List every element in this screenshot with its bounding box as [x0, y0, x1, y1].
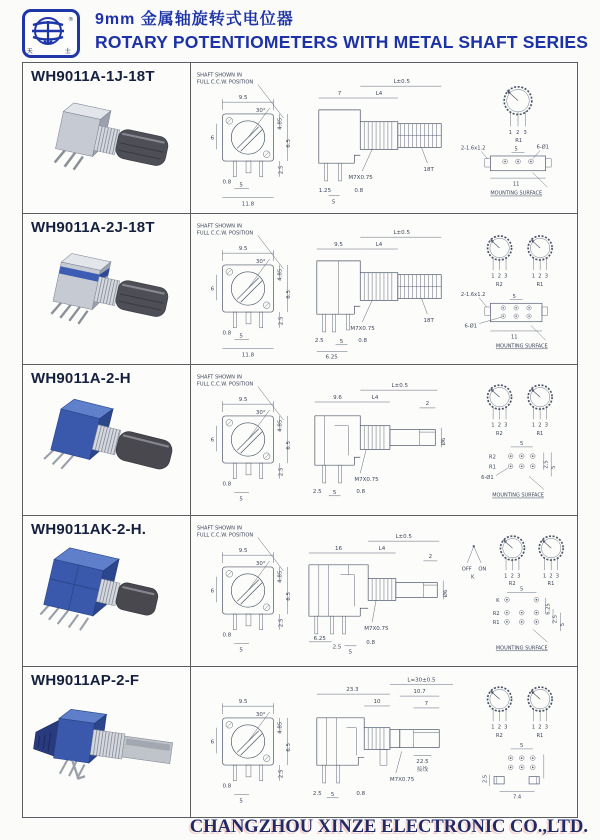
gang-label: R1 [536, 281, 544, 288]
shaft-note-line1: SHAFT SHOWN IN [196, 72, 242, 79]
hole-spec-label: 2-1.6x1.2 [460, 291, 486, 298]
gang-label: R1 [492, 620, 500, 627]
title-english: ROTARY POTENTIOMETERS WITH METAL SHAFT SERIES [95, 32, 589, 52]
schematic-drawing [459, 367, 577, 513]
gang-label: R2 [489, 454, 496, 461]
dim-label: 5 [520, 743, 524, 750]
dim-label: 0.8 [222, 330, 232, 337]
schematic-drawing [459, 65, 577, 211]
dim-label: 7 [337, 91, 342, 98]
dim-label: 9.5 [238, 95, 248, 102]
product-photo [28, 391, 186, 503]
dim-label: 6 [210, 588, 215, 595]
terminal-label: 2 [497, 273, 501, 280]
shaft-note-line1: SHAFT SHOWN IN [196, 525, 242, 532]
terminal-label: 2 [497, 422, 501, 429]
terminal-label: 3 [555, 573, 560, 580]
switch-label: OFF [461, 566, 472, 573]
terminal-label: 3 [517, 573, 521, 580]
dim-label: 0.8 [222, 481, 232, 488]
dim-label: 6.5 [286, 139, 293, 148]
dim-label: 6.5 [286, 441, 293, 450]
terminal-label: 3 [523, 129, 527, 136]
front-view-drawing [193, 669, 303, 815]
dim-label: L±0.5 [393, 79, 410, 86]
terminal-label: 1 [531, 724, 536, 731]
dim-label: 4.85 [277, 721, 284, 734]
dim-label: 6 [210, 739, 215, 746]
product-table [22, 62, 578, 818]
registered-mark: ® [68, 17, 74, 23]
dim-label: 16 [335, 546, 343, 553]
schematic-drawing [459, 669, 577, 815]
gang-label: R1 [515, 138, 523, 145]
dim-label: 2.5 [332, 644, 342, 651]
dim-label: 23.3 [346, 687, 359, 694]
product-photo [28, 89, 186, 201]
side-view-drawing [303, 216, 459, 362]
dim-label: 10 [373, 699, 381, 705]
switch-label: ON [478, 566, 487, 573]
dim-label: 6 [210, 286, 215, 293]
dim-label: 11 [512, 181, 520, 188]
side-view-drawing [303, 518, 459, 664]
thread-label: M7X0.75 [354, 476, 379, 483]
dim-label: 6.5 [286, 592, 293, 601]
switch-label: K [470, 574, 475, 581]
dim-label: L4 [375, 242, 383, 249]
terminal-label: 3 [504, 724, 508, 731]
dim-label: 2.5 [482, 774, 489, 784]
shaft-note-line2: FULL C.C.W. POSITION [196, 79, 254, 86]
dim-label: 2.5 [278, 618, 285, 628]
model-number: WH9011A-2J-18T [31, 219, 155, 236]
model-number: WH9011AK-2-H. [31, 521, 147, 538]
drawings-cell [191, 214, 577, 364]
product-cell [23, 365, 191, 515]
switch-label: K [496, 598, 500, 605]
gang-label: R1 [536, 732, 544, 739]
product-cell [23, 667, 191, 817]
dim-label: L=30±0.5 [407, 677, 436, 684]
dim-label: 6.25 [545, 603, 552, 615]
dim-label: 9.5 [238, 548, 248, 555]
dim-label: L4 [375, 91, 383, 98]
dim-label: 30° [255, 560, 266, 567]
brand-logo-icon [25, 12, 77, 55]
dim-label: 2 [428, 553, 433, 560]
dim-label: 2.5 [278, 316, 285, 326]
pin-spec-label: 6-Ø1 [536, 144, 549, 151]
side-view-drawing [303, 367, 459, 513]
mounting-surface-label: MOUNTING SURFACE [492, 492, 544, 499]
gang-label: R1 [489, 464, 496, 471]
dim-label: 2.5 [543, 460, 550, 469]
dim-label: 2.5 [552, 615, 559, 624]
dim-label: 0.8 [358, 337, 368, 344]
thread-label: M7X0.75 [389, 777, 415, 783]
terminal-label: 3 [544, 422, 549, 429]
dim-label: 0.8 [354, 187, 364, 194]
front-view-drawing [193, 65, 303, 211]
dim-label: 5 [239, 496, 243, 503]
terminal-label: 1 [491, 422, 495, 429]
dim-label: 9.5 [238, 246, 248, 253]
header-titles [95, 6, 595, 53]
table-row [23, 365, 577, 516]
dim-label: 2.5 [312, 790, 322, 797]
dim-label: 5 [514, 146, 518, 153]
terminal-label: 2 [538, 724, 542, 731]
dim-label: Ø6 [443, 589, 450, 598]
hole-spec-label: 2-1.6x1.2 [460, 145, 486, 152]
dim-label: 5 [239, 798, 243, 805]
dim-label: 9.6 [333, 395, 342, 402]
dim-label: 7 [424, 700, 429, 707]
dim-label: 30° [255, 409, 266, 416]
footer-company-name: CHANGZHOU XINZE ELECTRONIC CO.,LTD. [189, 817, 588, 837]
dim-label: 6.25 [313, 635, 326, 642]
gang-label: R1 [536, 430, 544, 437]
dim-label: 6 [210, 135, 215, 142]
drawings-cell [191, 63, 577, 213]
dim-label: 9.5 [238, 699, 248, 706]
dim-label: 5 [550, 465, 557, 469]
terminal-label: 1 [491, 273, 495, 280]
dim-label: 4.85 [277, 117, 284, 130]
table-row [23, 63, 577, 214]
terminal-label: 1 [531, 422, 536, 429]
table-row [23, 667, 577, 817]
dim-label: 7.4 [512, 794, 522, 801]
side-view-drawing [303, 65, 459, 211]
brand-logo [22, 9, 80, 58]
dim-label: 2.5 [278, 165, 285, 175]
gang-label: R1 [547, 581, 555, 588]
dim-label: 2.5 [312, 488, 322, 495]
terminal-label: 2 [497, 724, 501, 731]
model-number: WH9011AP-2-F [31, 672, 140, 689]
dim-label: 5 [520, 441, 524, 448]
dim-label: 30° [255, 107, 266, 114]
terminal-label: 2 [510, 573, 514, 580]
product-cell [23, 516, 191, 666]
thread-label: M7X0.75 [348, 174, 373, 181]
shaft-type-label: 18T [423, 167, 434, 174]
mounting-surface-label: MOUNTING SURFACE [495, 645, 548, 652]
page-header [0, 0, 600, 62]
mounting-surface-label: MOUNTING SURFACE [490, 190, 543, 197]
dim-label: Ø6 [441, 437, 448, 446]
logo-cn-left: 天 [27, 49, 33, 55]
dim-label: 6.5 [286, 743, 293, 752]
dim-label: 9.5 [238, 397, 248, 404]
front-view-drawing [193, 518, 303, 664]
dim-label: 5 [330, 791, 335, 798]
table-row [23, 214, 577, 365]
terminal-label: 3 [504, 273, 508, 280]
shaft-note-line1: SHAFT SHOWN IN [196, 374, 242, 381]
dim-label: 0.8 [222, 632, 232, 639]
logo-cn-right: 士 [65, 49, 71, 55]
gang-label: R2 [495, 430, 503, 437]
note-cn-label: 接线 [416, 767, 428, 774]
drawings-cell [191, 365, 577, 515]
shaft-note-line1: SHAFT SHOWN IN [196, 223, 242, 230]
dim-label: 0.8 [356, 488, 366, 495]
terminal-label: 3 [544, 273, 549, 280]
dim-label: 1.25 [318, 187, 332, 194]
table-row [23, 516, 577, 667]
gang-label: R2 [508, 581, 516, 588]
gang-label: R2 [495, 281, 503, 288]
dim-label: 4.85 [277, 419, 284, 432]
dim-label: 9.5 [334, 242, 343, 249]
dim-label: L4 [371, 395, 379, 402]
dim-label: 0.8 [366, 639, 375, 646]
front-view-drawing [193, 216, 303, 362]
dim-label: 11 [511, 334, 518, 341]
drawings-cell [191, 516, 577, 666]
side-view-drawing [303, 669, 459, 815]
gang-label: R2 [495, 732, 503, 739]
dim-label: 5 [339, 338, 344, 345]
terminal-label: 2 [549, 573, 553, 580]
dim-label: 5 [239, 182, 243, 189]
dim-label: 5 [239, 333, 243, 340]
model-number: WH9011A-2-H [31, 370, 131, 387]
terminal-label: 3 [544, 724, 549, 731]
dim-label: 6.5 [286, 290, 293, 299]
dim-label: 5 [512, 293, 516, 300]
dim-label: 11.8 [241, 201, 255, 208]
dim-label: 5 [348, 649, 353, 656]
dim-label: 5 [332, 489, 337, 496]
dim-label: 2.5 [314, 337, 324, 344]
pin-spec-label: 6-Ø1 [481, 475, 494, 482]
pin-spec-label: 6-Ø1 [464, 323, 478, 330]
dim-label: 4.85 [277, 570, 284, 583]
dim-label: 5 [520, 586, 524, 593]
dim-label: 5 [560, 623, 567, 627]
terminal-label: 2 [516, 129, 520, 136]
dim-label: 4.85 [277, 268, 284, 281]
terminal-label: 3 [504, 422, 508, 429]
dim-label: 5 [331, 199, 336, 206]
dim-label: 0.8 [222, 179, 232, 186]
front-view-drawing [193, 367, 303, 513]
terminal-label: 1 [491, 724, 495, 731]
dim-label: 30° [255, 711, 266, 718]
dim-label: 0.8 [222, 783, 232, 790]
dim-label: 11.8 [241, 352, 255, 359]
title-chinese: 9mm 金属轴旋转式电位器 [95, 11, 294, 28]
dim-label: L4 [378, 546, 386, 553]
model-number: WH9011A-1J-18T [31, 68, 155, 85]
terminal-label: 1 [542, 573, 547, 580]
gang-label: R2 [492, 610, 500, 617]
schematic-drawing [459, 216, 577, 362]
dim-label: 0.8 [356, 790, 366, 797]
dim-label: 2.5 [278, 769, 285, 779]
product-photo [28, 693, 186, 805]
dim-label: 10.7 [413, 689, 426, 696]
thread-label: M7X0.75 [350, 325, 375, 332]
dim-label: 2 [425, 400, 430, 407]
mounting-surface-label: MOUNTING SURFACE [495, 343, 548, 350]
schematic-drawing [459, 518, 577, 664]
dim-label: 6 [210, 437, 215, 444]
dim-label: L±0.5 [395, 534, 412, 541]
dim-label: L±0.5 [391, 383, 408, 390]
dim-label: 2.5 [278, 467, 285, 477]
dim-label: 5 [239, 647, 243, 654]
terminal-label: 2 [538, 273, 542, 280]
shaft-note-line2: FULL C.C.W. POSITION [196, 532, 254, 539]
dim-label: 22.5 [416, 759, 429, 766]
product-cell [23, 214, 191, 364]
product-cell [23, 63, 191, 213]
product-photo [28, 240, 186, 352]
terminal-label: 1 [504, 573, 508, 580]
shaft-note-line2: FULL C.C.W. POSITION [196, 230, 254, 237]
dim-label: L±0.5 [393, 230, 410, 237]
terminal-label: 2 [538, 422, 542, 429]
product-photo [28, 542, 186, 654]
shaft-note-line2: FULL C.C.W. POSITION [196, 381, 254, 388]
thread-label: M7X0.75 [364, 626, 389, 632]
shaft-type-label: 18T [423, 318, 434, 325]
dim-label: 6.25 [325, 354, 338, 361]
terminal-label: 1 [508, 129, 513, 136]
drawings-cell [191, 667, 577, 817]
dim-label: 30° [255, 258, 266, 265]
terminal-label: 1 [531, 273, 536, 280]
